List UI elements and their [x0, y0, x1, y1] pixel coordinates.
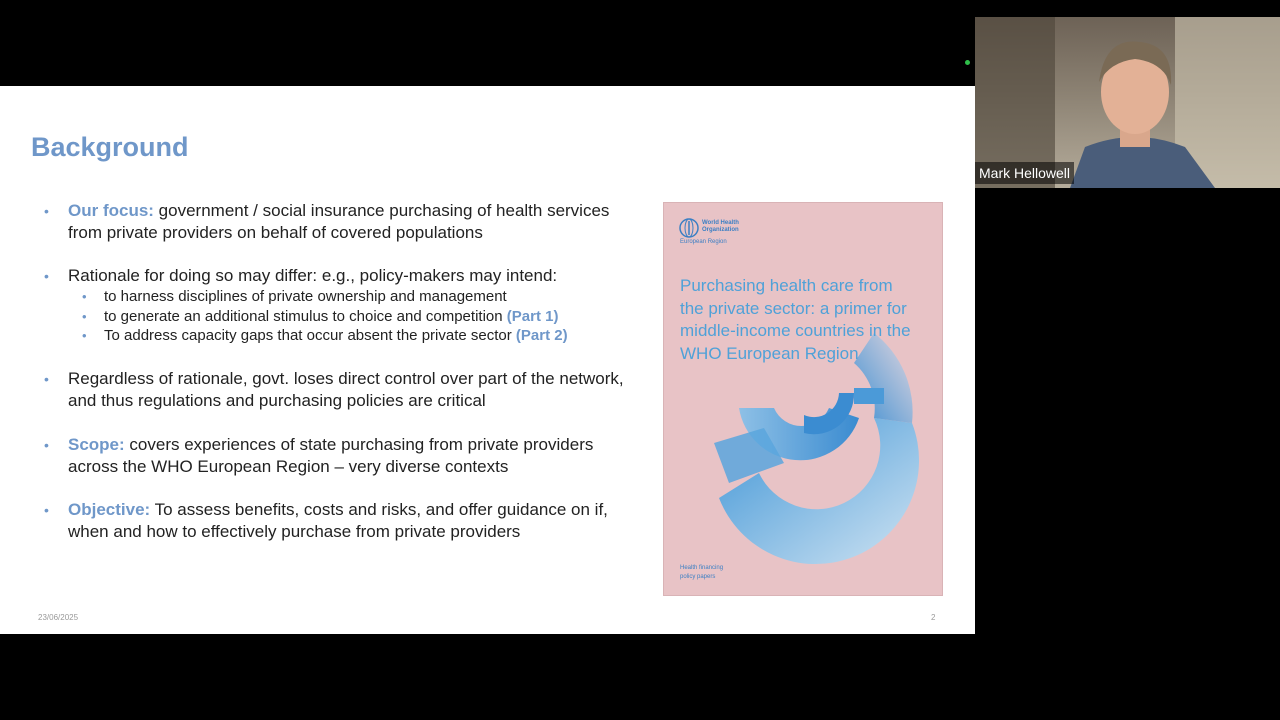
bullet-lead: Objective: — [68, 500, 151, 519]
bullet-dot-icon: • — [44, 502, 49, 518]
report-cover-image — [663, 202, 943, 596]
sub-bullet-dot-icon: • — [82, 308, 87, 324]
bullet-dot-icon: • — [44, 371, 49, 387]
sub-bullet-text: to generate an additional stimulus to choice and competition — [104, 307, 507, 325]
participant-name-label: Mark Hellowell — [975, 162, 1074, 184]
circular-arcs-graphic — [664, 203, 942, 595]
bullet-dot-icon: • — [44, 203, 49, 219]
sub-bullet-dot-icon: • — [82, 289, 87, 304]
bullet-lead: Our focus: — [68, 201, 154, 220]
presentation-slide — [0, 86, 975, 634]
bullet-dot-icon: • — [44, 268, 49, 284]
bullet-item — [44, 434, 624, 478]
bullet-text: Rationale for doing so may differ: e.g., policy-makers may intend: — [68, 266, 558, 285]
sub-bullet-text: to harness disciplines of private ownership and management — [104, 288, 507, 305]
participant-video-tile[interactable] — [975, 17, 1280, 188]
series-line2: policy papers — [680, 574, 716, 580]
part-label: (Part 1) — [506, 307, 559, 325]
who-org-line2: Organization — [702, 227, 739, 233]
slide-date: 23/06/2025 — [38, 613, 79, 622]
sub-bullet-item — [82, 287, 568, 307]
who-emblem-icon — [679, 218, 699, 238]
sub-bullet-dot-icon: • — [82, 328, 87, 343]
sub-bullet-item — [82, 326, 568, 346]
who-region-label: European Region — [680, 239, 727, 245]
bullet-item — [44, 200, 624, 244]
bullet-text: To assess benefits, costs and risks, and offer guidance on if, when and how to effectively purchase from private providers — [68, 500, 608, 541]
sub-bullet-list — [68, 287, 568, 346]
who-org-name — [702, 220, 739, 234]
bullet-item — [44, 499, 624, 543]
bullet-text: Regardless of rationale, govt. loses direct control over part of the network, and thus regulations and purchasing policies are critical — [68, 369, 624, 410]
bullet-text: government / social insurance purchasing of health services from private providers on behalf of covered populations — [68, 201, 610, 242]
bullet-item — [44, 265, 568, 346]
part-label: (Part 2) — [515, 327, 568, 344]
bullet-lead: Scope: — [68, 435, 125, 454]
sub-bullet-item — [82, 307, 568, 327]
sub-bullet-text: To address capacity gaps that occur absent the private sector — [104, 327, 516, 344]
bullet-item — [44, 368, 624, 412]
bullet-dot-icon: • — [44, 437, 49, 453]
slide-title: Background — [31, 132, 189, 162]
bullet-text: covers experiences of state purchasing from private providers across the WHO European Region – very diverse contexts — [68, 435, 594, 476]
series-line1: Health financing — [680, 565, 724, 571]
who-org-line1: World Health — [702, 220, 739, 226]
slide-page-number: 2 — [931, 613, 936, 622]
report-title: Purchasing health care from the private sector: a primer for middle-income countries in the WHO European Region — [680, 276, 911, 363]
recording-indicator-icon — [965, 60, 970, 65]
report-series — [680, 564, 723, 582]
